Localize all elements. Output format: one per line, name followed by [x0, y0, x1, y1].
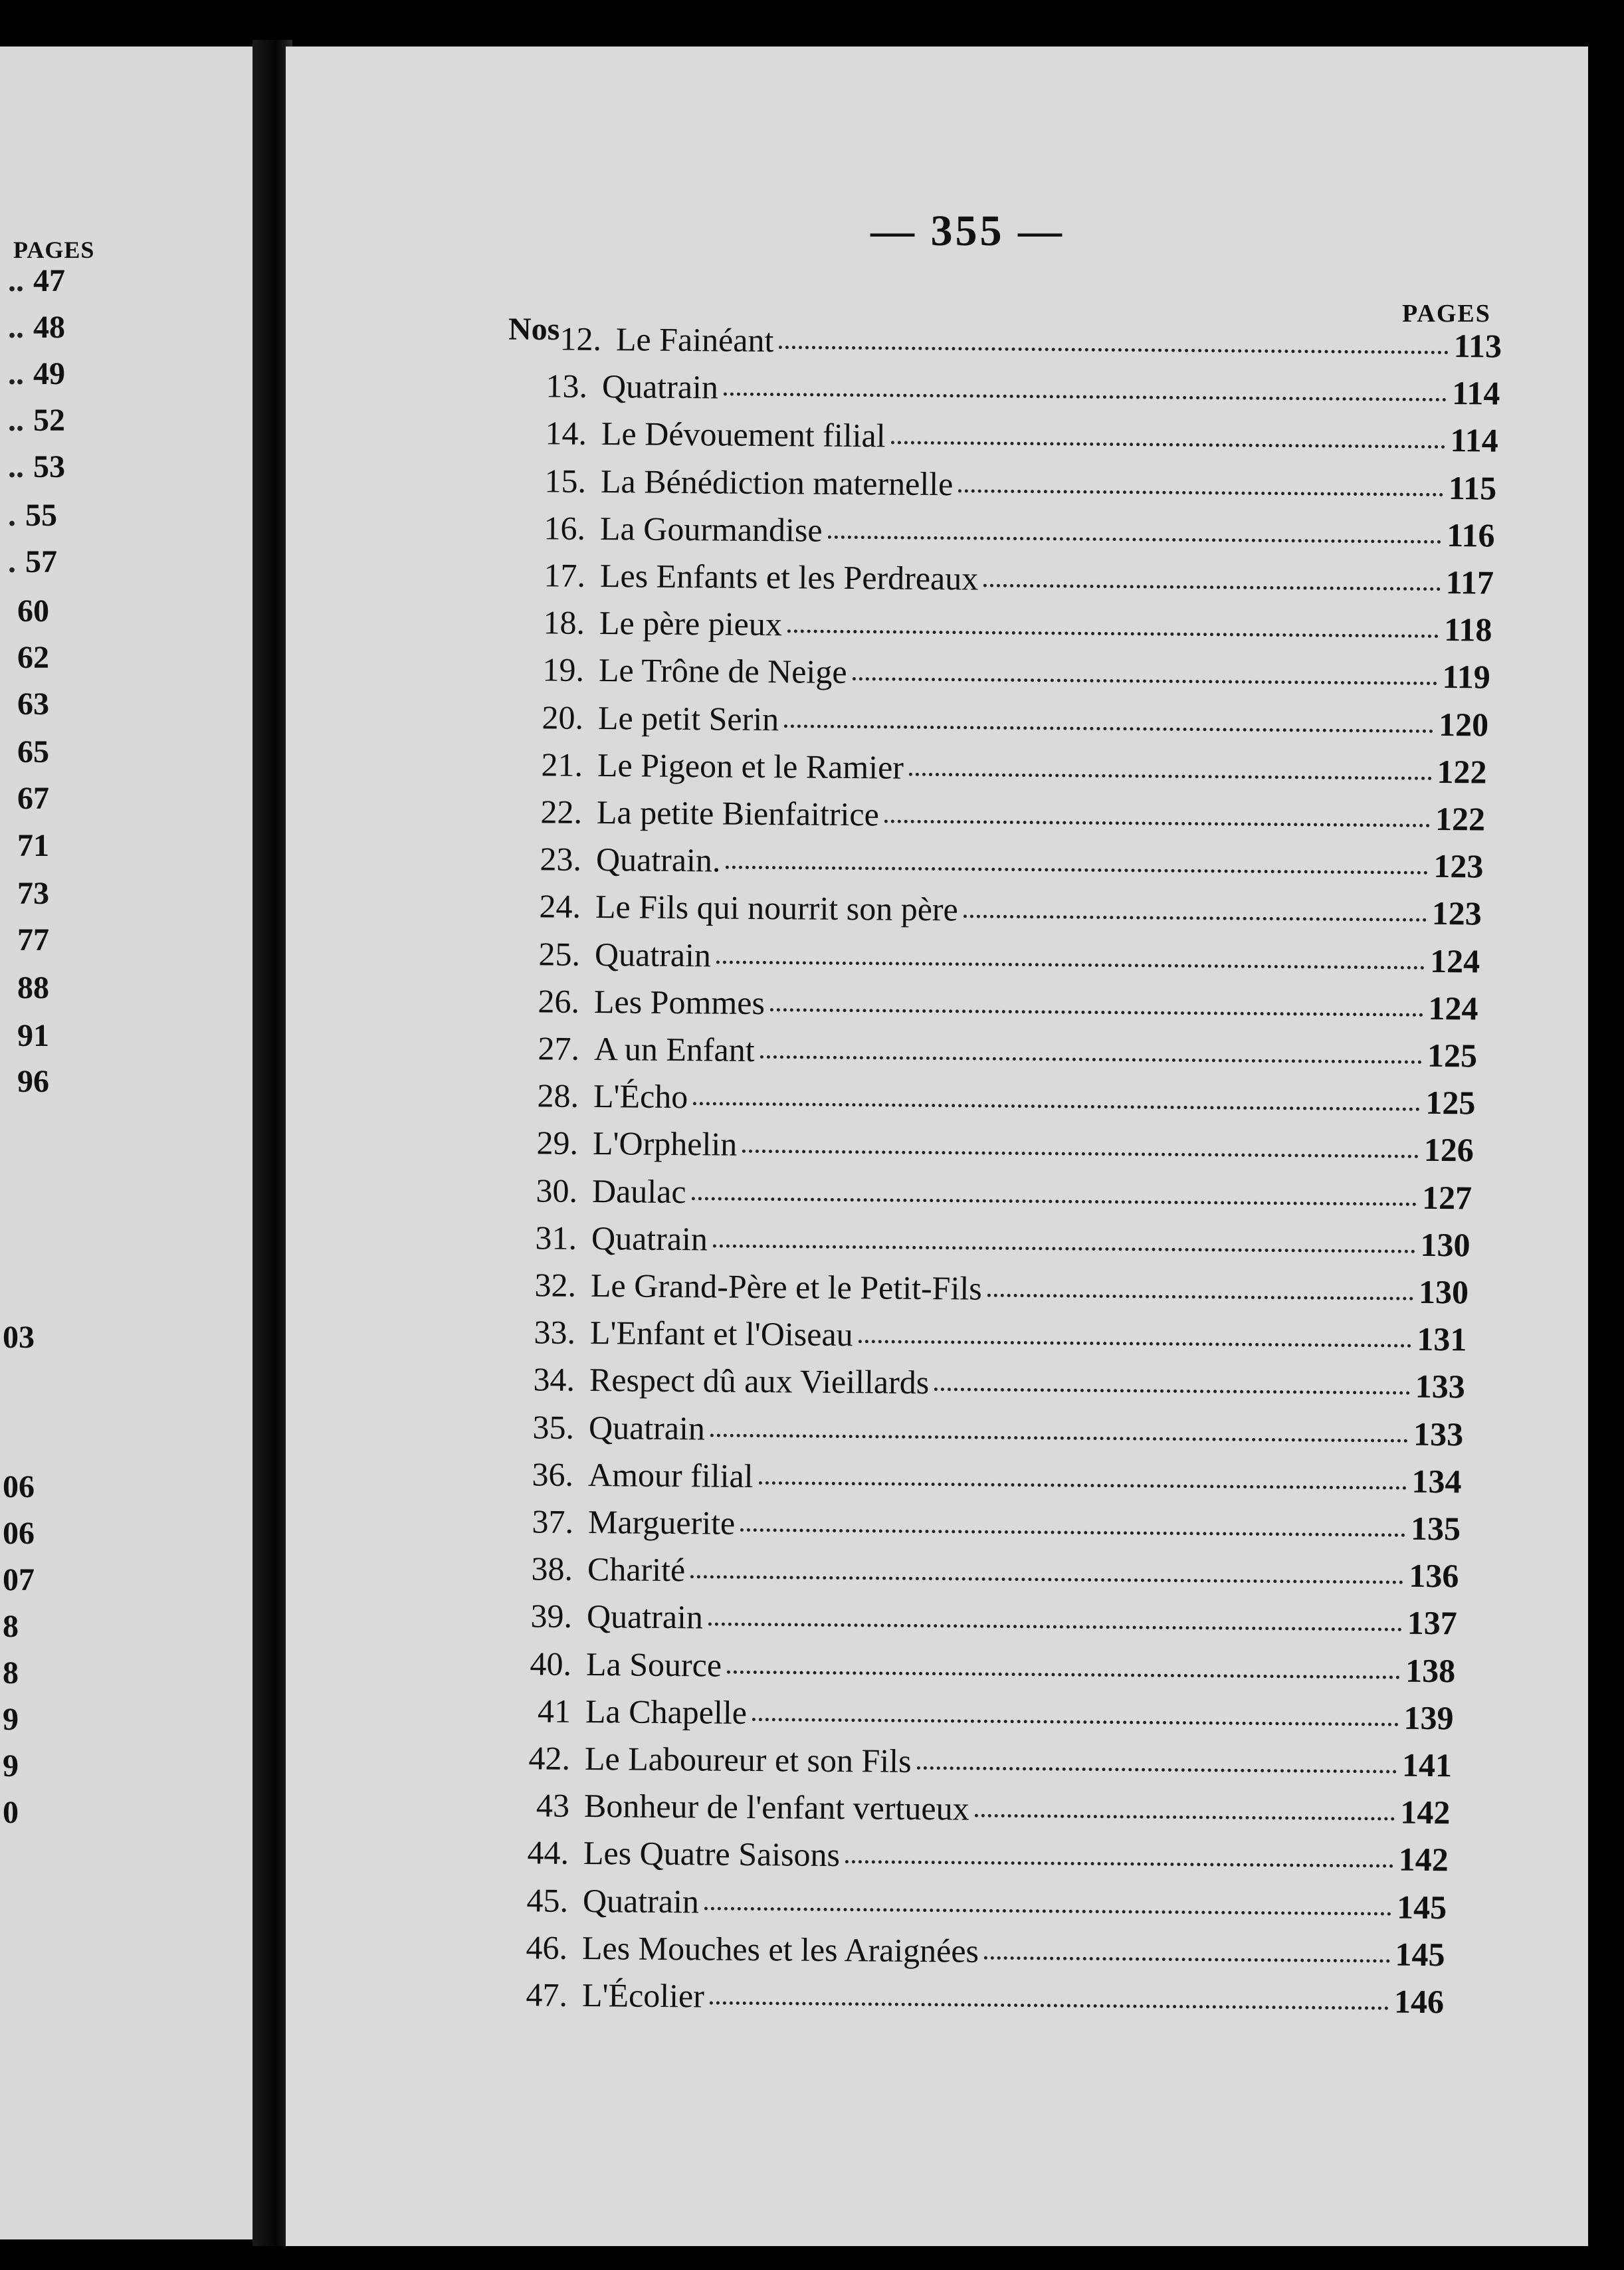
dot-leader: [693, 1102, 1420, 1111]
dot-leader: [975, 1813, 1395, 1820]
entry-title: L'Écolier: [581, 1976, 704, 2015]
entry-number: 44.: [527, 1833, 569, 1872]
page-ref: 8: [3, 1655, 19, 1691]
page-ref: 03: [3, 1320, 35, 1355]
entry-title: Amour filial: [588, 1455, 754, 1495]
entry-page: 122: [1437, 752, 1487, 791]
entry-title: La Bénédiction maternelle: [601, 462, 954, 502]
page-ref: 48: [33, 310, 65, 345]
entry-title: Le Trône de Neige: [598, 651, 847, 691]
page-ref: 63: [17, 686, 49, 722]
entry-title: Quatrain: [586, 1598, 703, 1636]
toc-entry: [502, 1360, 1465, 1405]
toc-entry: [503, 1265, 1469, 1311]
toc-entry: [494, 1928, 1445, 1974]
entry-title: Quatrain: [589, 1408, 706, 1447]
entry-title: Respect dû aux Vieillards: [589, 1361, 930, 1401]
page-ref: 88: [17, 970, 49, 1005]
dot-leader: [779, 346, 1448, 354]
left-page-row: [8, 402, 65, 439]
dot-leader: [726, 865, 1428, 874]
entry-title: Quatrain: [591, 1219, 708, 1258]
page-ref: 71: [17, 828, 49, 863]
entry-title: Quatrain: [583, 1881, 700, 1920]
left-pages-header: PAGES: [13, 237, 95, 263]
entry-page: 137: [1407, 1604, 1457, 1642]
toc-entry: [496, 1786, 1451, 1831]
entry-number: 23.: [540, 840, 582, 878]
page-ref: 9: [3, 1702, 19, 1737]
entry-number: 19.: [542, 651, 584, 689]
dot-leader: [708, 1622, 1402, 1631]
toc-entry: [514, 413, 1498, 460]
toc-entry: [504, 1218, 1471, 1264]
entry-page: 145: [1397, 1888, 1447, 1926]
entry-number: 46.: [526, 1928, 568, 1966]
page-ref: 62: [17, 640, 49, 675]
toc-entry: [513, 461, 1497, 508]
entry-number: 38.: [530, 1550, 573, 1588]
entry-title: Les Pommes: [594, 982, 765, 1021]
entry-number: 43: [536, 1786, 570, 1825]
entry-page: 124: [1428, 989, 1479, 1027]
entry-page: 116: [1447, 516, 1496, 554]
left-page-row: [8, 1017, 49, 1054]
left-page-row: [8, 309, 65, 346]
left-page-row: [8, 593, 49, 629]
left-page-row: [0, 1794, 19, 1831]
page-ref: 96: [17, 1064, 49, 1099]
toc-entry: [499, 1549, 1459, 1595]
toc-entry: [498, 1644, 1456, 1690]
entry-page: 138: [1405, 1651, 1456, 1689]
entry-number: 33.: [534, 1313, 576, 1352]
entry-page: 141: [1401, 1746, 1453, 1784]
dot-leader: [760, 1055, 1421, 1063]
entry-number: 20.: [542, 698, 584, 736]
entry-number: 14.: [545, 414, 587, 453]
left-page-row: [0, 1562, 35, 1598]
toc-entry: [500, 1502, 1460, 1548]
entry-number: 35.: [532, 1407, 575, 1446]
leader-dots: .: [8, 498, 16, 533]
dot-leader: [713, 1244, 1415, 1253]
entry-number: 15.: [544, 461, 587, 500]
page-ref: 60: [17, 593, 49, 629]
table-of-contents: [286, 47, 1588, 2246]
entry-page: 139: [1403, 1699, 1454, 1737]
entry-page: 136: [1408, 1556, 1459, 1595]
toc-entry: [508, 886, 1482, 933]
entry-number: 31.: [535, 1219, 577, 1257]
entry-page: 123: [1431, 894, 1482, 932]
entry-title: Le Grand-Père et le Petit-Fils: [590, 1267, 982, 1307]
entry-page: 142: [1400, 1793, 1451, 1831]
entry-page: 131: [1417, 1320, 1467, 1358]
entry-number: 25.: [538, 934, 581, 973]
entry-page: 145: [1395, 1935, 1446, 1974]
entry-page: 130: [1420, 1225, 1471, 1264]
entry-number: 18.: [542, 603, 585, 642]
page-ref: 55: [25, 498, 57, 533]
entry-page: 123: [1433, 847, 1484, 885]
left-page-row: [0, 1748, 19, 1784]
dot-leader: [909, 772, 1432, 779]
leader-dots: ..: [8, 449, 24, 484]
page-ref: 06: [3, 1516, 35, 1551]
entry-title: L'Orphelin: [592, 1124, 738, 1164]
leader-dots: ..: [8, 263, 24, 298]
entry-title: Le Fils qui nourrit son père: [595, 888, 959, 928]
toc-entry: [507, 934, 1480, 980]
page-ref: 77: [17, 922, 49, 958]
dot-leader: [742, 1150, 1419, 1158]
entry-title: L'Enfant et l'Oiseau: [589, 1314, 853, 1354]
page-ref: 57: [25, 544, 57, 579]
page-ref: 06: [3, 1469, 35, 1504]
left-page-row: [0, 1608, 19, 1645]
left-page-row: [8, 875, 49, 912]
entry-title: La Chapelle: [585, 1692, 748, 1731]
dot-leader: [934, 1388, 1410, 1395]
page-ref: 49: [33, 356, 65, 391]
toc-entry: [512, 508, 1495, 555]
toc-entry: [497, 1738, 1452, 1784]
entry-page: 113: [1453, 327, 1502, 365]
entry-number: 41: [537, 1692, 571, 1730]
entry-title: Marguerite: [587, 1503, 735, 1542]
entry-page: 142: [1398, 1841, 1449, 1879]
page-ref: 65: [17, 734, 49, 770]
page-ref: 67: [17, 781, 49, 816]
entry-page: 114: [1450, 421, 1499, 460]
page-ref: 52: [33, 403, 65, 438]
entry-title: Le Fainéant: [615, 320, 774, 360]
right-page: [286, 47, 1588, 2246]
entry-number: 34.: [533, 1360, 575, 1399]
dot-leader: [740, 1528, 1405, 1536]
toc-entry: [498, 1691, 1454, 1737]
entry-number: 39.: [530, 1597, 572, 1635]
dot-leader: [964, 914, 1427, 921]
entry-page: 120: [1438, 705, 1489, 744]
left-page-row: [8, 686, 49, 722]
left-page-row: [8, 780, 49, 817]
dot-leader: [724, 392, 1447, 401]
dot-leader: [716, 960, 1425, 969]
entry-page: 135: [1410, 1509, 1461, 1548]
toc-entry: [495, 1881, 1447, 1926]
entry-number: 13.: [546, 367, 588, 405]
toc-entry: [496, 1833, 1449, 1879]
entry-page: 115: [1448, 468, 1497, 507]
page-ref: 47: [33, 263, 65, 298]
toc-entry: [508, 839, 1484, 886]
dot-leader: [987, 1293, 1413, 1300]
left-page-row: [0, 1515, 35, 1552]
entry-page: 134: [1411, 1462, 1463, 1500]
dot-leader: [770, 1007, 1423, 1016]
dot-leader: [690, 1575, 1403, 1584]
entry-title: L'Écho: [593, 1077, 688, 1116]
entry-number: 29.: [536, 1124, 578, 1162]
left-page-row: [0, 1319, 35, 1356]
toc-entry: [510, 650, 1490, 696]
entry-title: Quatrain.: [595, 841, 721, 879]
dot-leader: [916, 1766, 1396, 1773]
left-page-row: [8, 734, 49, 770]
left-page-row: [0, 1655, 19, 1691]
toc-entry: [502, 1312, 1467, 1358]
entry-number: 12.: [559, 320, 602, 358]
left-page-row: [8, 449, 65, 485]
dot-leader: [784, 724, 1433, 732]
page-ref: 53: [33, 449, 65, 484]
toc-entry: [504, 1123, 1473, 1169]
dot-leader: [891, 441, 1445, 449]
entry-title: Le Laboureur et son Fils: [584, 1740, 912, 1780]
entry-title: Les Enfants et les Perdreaux: [599, 557, 978, 597]
dot-leader: [859, 1340, 1412, 1348]
entry-page: 127: [1421, 1178, 1472, 1217]
entry-page: 118: [1443, 611, 1492, 649]
entry-page: 124: [1430, 942, 1480, 980]
entry-number: 30.: [536, 1171, 578, 1209]
entry-title: Le petit Serin: [597, 698, 779, 738]
dot-leader: [759, 1481, 1407, 1489]
left-page-row: [8, 639, 49, 676]
page-ref: 9: [3, 1748, 19, 1784]
number-prefix: Nos: [508, 312, 560, 347]
entry-title: Charité: [587, 1550, 685, 1589]
entry-title: Les Quatre Saisons: [583, 1834, 841, 1874]
left-page-row: [8, 544, 57, 580]
entry-number: 42.: [528, 1739, 571, 1777]
entry-title: Quatrain: [595, 935, 712, 974]
entry-number: 40.: [530, 1644, 572, 1683]
page-ref: 0: [3, 1795, 19, 1830]
page-ref: 8: [3, 1609, 19, 1644]
toc-entry: [506, 1029, 1476, 1075]
entry-title: Le père pieux: [599, 604, 782, 643]
left-page-row: [8, 922, 49, 958]
toc-entry: [509, 792, 1485, 839]
toc-entry: [494, 1975, 1443, 2021]
dot-leader: [983, 583, 1441, 590]
entry-number: 22.: [540, 793, 583, 831]
pages-column-header: PAGES: [1402, 300, 1491, 328]
dot-leader: [884, 819, 1430, 827]
toc-entry: [510, 698, 1489, 744]
entry-title: Le Pigeon et le Ramier: [597, 746, 904, 786]
entry-number: 27.: [537, 1029, 579, 1067]
entry-title: La Source: [585, 1645, 722, 1684]
entry-title: Bonheur de l'enfant vertueux: [583, 1787, 969, 1827]
entry-page: 126: [1423, 1131, 1474, 1169]
left-page-row: [8, 827, 49, 864]
page-number: — 355 —: [870, 207, 1065, 255]
toc-entry: [512, 556, 1493, 602]
entry-number: 37.: [531, 1502, 573, 1540]
dot-leader: [828, 535, 1442, 543]
leader-dots: ..: [8, 356, 24, 391]
left-page-row: [8, 356, 65, 392]
entry-title: Daulac: [591, 1172, 686, 1210]
entry-number: 24.: [539, 887, 581, 926]
entry-title: Les Mouches et les Araignées: [582, 1928, 979, 1970]
entry-title: A un Enfant: [593, 1030, 755, 1069]
entry-number: 32.: [534, 1266, 577, 1304]
toc-entry: [510, 745, 1487, 791]
dot-leader: [845, 1860, 1393, 1867]
entry-number: 28.: [536, 1077, 579, 1115]
left-page-fragment: [0, 47, 253, 2239]
entry-number: 17.: [543, 556, 585, 594]
dot-leader: [852, 677, 1437, 685]
entry-title: La Gourmandise: [600, 509, 823, 549]
entry-number: 21.: [541, 746, 583, 783]
toc-entry: [511, 603, 1492, 649]
entry-number: 36.: [532, 1455, 574, 1493]
toc-entry: [505, 1076, 1475, 1122]
left-page-row: [8, 497, 57, 534]
leader-dots: ..: [8, 310, 24, 345]
toc-entry: [514, 366, 1500, 413]
leader-dots: .: [8, 544, 16, 579]
toc-entry: [498, 1596, 1457, 1642]
left-page-row: [8, 1063, 49, 1100]
entry-page: 125: [1427, 1036, 1477, 1075]
entry-page: 146: [1393, 1982, 1444, 2021]
entry-page: 125: [1425, 1084, 1476, 1122]
dot-leader: [704, 1907, 1391, 1915]
left-page-row: [8, 970, 49, 1006]
entry-number: 16.: [544, 509, 586, 547]
entry-number: 26.: [538, 982, 580, 1020]
toc-entry: [515, 319, 1502, 365]
page-ref: 73: [17, 876, 49, 911]
toc-entry: [504, 1171, 1472, 1217]
page-ref: 07: [3, 1562, 35, 1598]
left-page-row: [0, 1701, 19, 1738]
entry-number: 45.: [526, 1881, 569, 1919]
entry-title: La petite Bienfaitrice: [596, 793, 879, 833]
entry-page: 133: [1413, 1415, 1464, 1453]
entry-title: Le Dévouement filial: [601, 415, 886, 455]
entry-page: 117: [1445, 564, 1494, 601]
toc-entry: [501, 1407, 1464, 1453]
dot-leader: [752, 1717, 1399, 1726]
entry-number: 47.: [525, 1976, 567, 2013]
entry-page: 119: [1441, 658, 1490, 696]
toc-entry: [506, 981, 1478, 1027]
toc-entry: [500, 1455, 1462, 1500]
dot-leader: [727, 1670, 1400, 1679]
entry-page: 114: [1451, 374, 1500, 412]
dot-leader: [984, 1956, 1390, 1962]
dot-leader: [787, 629, 1438, 638]
entry-page: 133: [1415, 1368, 1466, 1405]
dot-leader: [691, 1196, 1417, 1205]
page-ref: 91: [17, 1018, 49, 1053]
dot-leader: [959, 488, 1444, 496]
entry-page: 130: [1418, 1273, 1469, 1311]
entry-title: Quatrain: [601, 367, 719, 406]
leader-dots: ..: [8, 403, 24, 438]
dot-leader: [709, 2001, 1388, 2010]
left-page-row: [0, 1469, 35, 1505]
entry-page: 122: [1435, 799, 1486, 838]
left-page-row: [8, 262, 65, 299]
dot-leader: [710, 1433, 1408, 1442]
